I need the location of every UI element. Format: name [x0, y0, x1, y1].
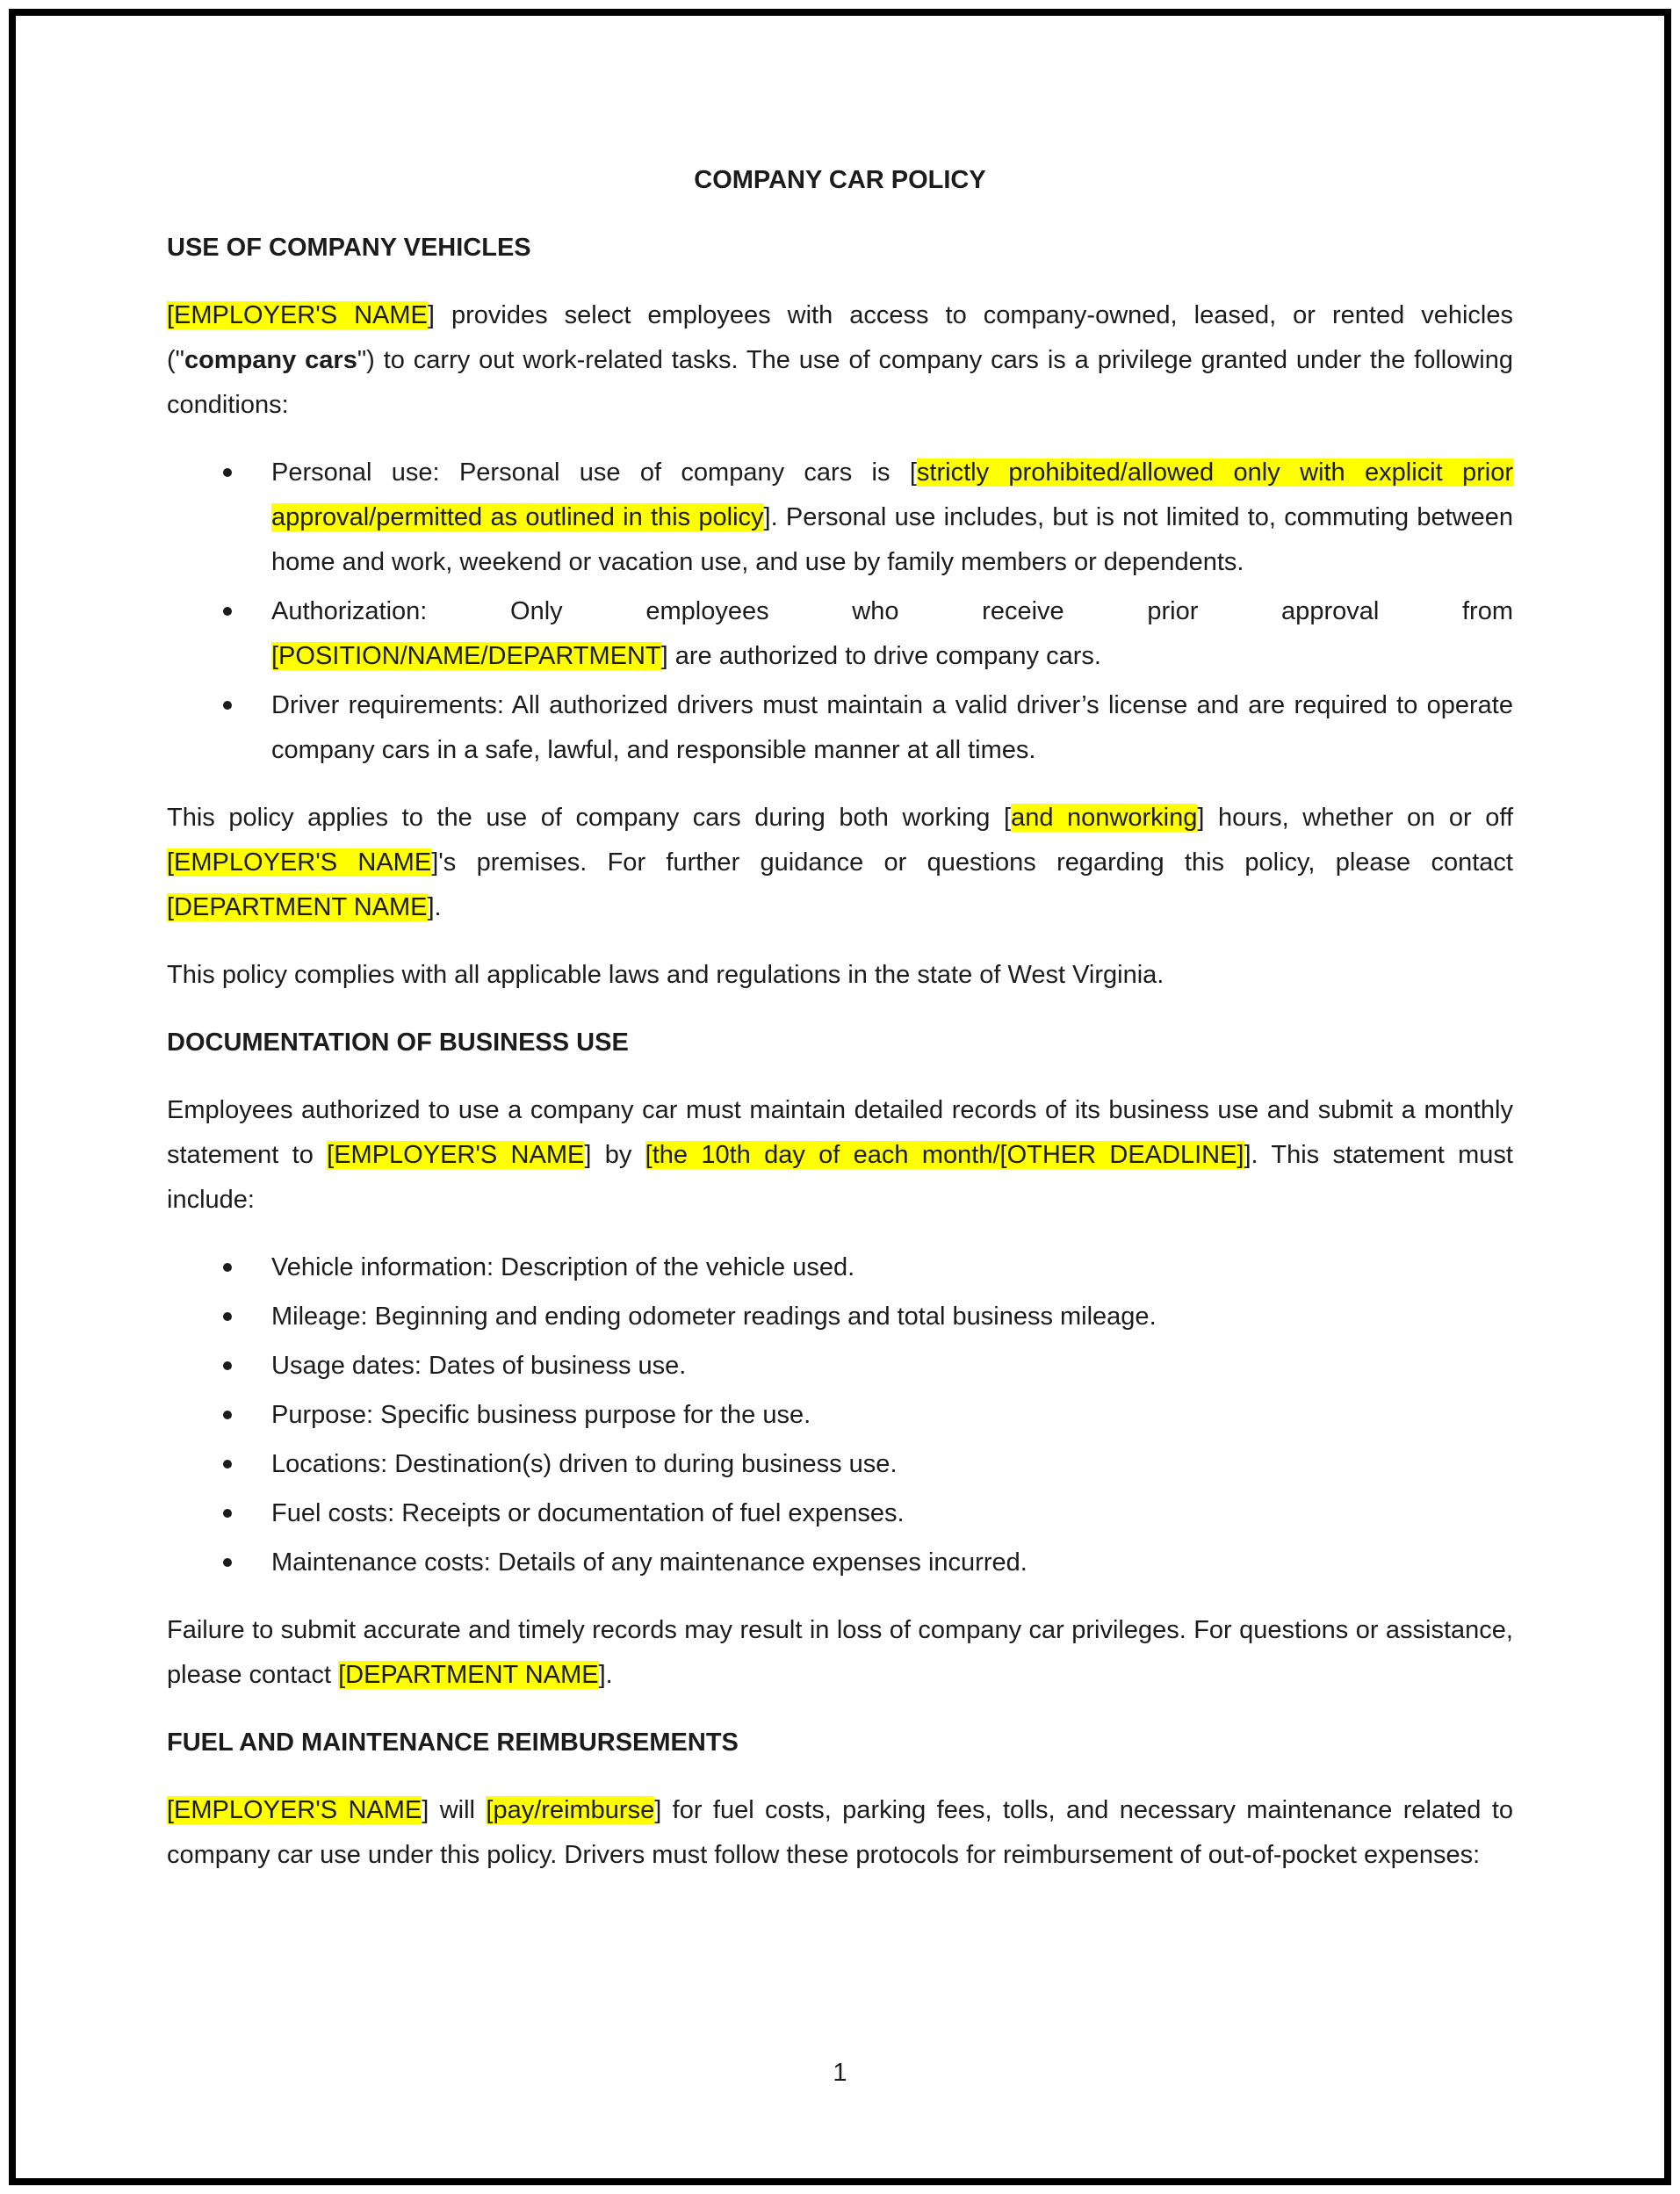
- paragraph: [167, 796, 1513, 930]
- text-run: ] will: [422, 1796, 487, 1824]
- highlighted-placeholder: [EMPLOYER'S NAME: [327, 1141, 585, 1169]
- bullet-item: [167, 1295, 1513, 1339]
- highlighted-placeholder: [EMPLOYER'S NAME: [167, 1796, 422, 1824]
- text-run: company cars: [184, 346, 357, 374]
- bullet-item: [167, 1491, 1513, 1536]
- text-run: Vehicle information: Description of the vehicle used.: [271, 1253, 855, 1281]
- text-run: ]. This statement must include:: [167, 1141, 1513, 1214]
- text-run: Maintenance costs: Details of any maintenance expenses incurred.: [271, 1548, 1027, 1577]
- bullet-item: [167, 589, 1513, 679]
- paragraph: [167, 1608, 1513, 1698]
- text-run: This policy complies with all applicable laws and regulations in the state of West Virginia.: [167, 961, 1164, 989]
- highlighted-placeholder: [POSITION/NAME/DEPARTMENT: [271, 642, 661, 670]
- bullet-item: [167, 451, 1513, 585]
- highlighted-placeholder: [the 10th day of each month/[OTHER DEADLINE]: [645, 1141, 1244, 1169]
- text-run: ] are authorized to drive company cars.: [660, 642, 1101, 670]
- paragraph: [167, 293, 1513, 428]
- text-run: ]'s premises. For further guidance or questions regarding this policy, please contact: [431, 848, 1513, 877]
- text-run: Usage dates: Dates of business use.: [271, 1352, 687, 1380]
- section-heading: [167, 1021, 1513, 1065]
- text-run: Personal use: Personal use of company cars is [: [271, 458, 917, 487]
- paragraph: [167, 1788, 1513, 1878]
- text-run: Purpose: Specific business purpose for the use.: [271, 1401, 811, 1429]
- paragraph: [167, 1088, 1513, 1223]
- text-run: ]. Personal use includes, but is not limited to, commuting between home and work, weekend or vacation use, and use by family members or dependents.: [271, 503, 1513, 576]
- highlighted-placeholder: [EMPLOYER'S NAME: [167, 301, 428, 329]
- text-run: ].: [598, 1661, 613, 1689]
- highlighted-placeholder: strictly prohibited/allowed only with explicit prior approval/permitted as outlined in this policy: [271, 458, 1513, 531]
- text-run: ] by: [584, 1141, 645, 1169]
- bullet-item: [167, 1393, 1513, 1438]
- bullet-item: [167, 1442, 1513, 1487]
- text-run: ") to carry out work-related tasks. The use of company cars is a privilege granted under the following conditions:: [167, 346, 1513, 419]
- text-run: Driver requirements: All authorized drivers must maintain a valid driver’s license and are required to operate company cars in a safe, lawful, and responsible manner at all times.: [271, 691, 1513, 764]
- bullet-line: [271, 634, 1513, 679]
- text-run: ] provides select employees with access to company-owned, leased, or rented vehicles (": [167, 301, 1514, 374]
- bullet-list: [167, 1245, 1513, 1585]
- bullet-item: [167, 1344, 1513, 1389]
- bullet-item: [167, 1245, 1513, 1290]
- text-run: ] hours, whether on or off: [1197, 804, 1514, 832]
- text-run: COMPANY CAR POLICY: [694, 166, 986, 194]
- text-run: Fuel costs: Receipts or documentation of fuel expenses.: [271, 1499, 905, 1527]
- text-run: FUEL AND MAINTENANCE REIMBURSEMENTS: [167, 1728, 739, 1757]
- document-content: [167, 158, 1513, 1901]
- bullet-list: [167, 451, 1513, 773]
- bullet-line: [271, 589, 1513, 634]
- paragraph: [167, 953, 1513, 998]
- highlighted-placeholder: [EMPLOYER'S NAME: [167, 848, 432, 877]
- text-run: DOCUMENTATION OF BUSINESS USE: [167, 1028, 629, 1057]
- text-run: This policy applies to the use of company cars during both working [: [167, 804, 1012, 832]
- bullet-item: [167, 1541, 1513, 1585]
- text-run: Locations: Destination(s) driven to during business use.: [271, 1450, 898, 1478]
- text-run: USE OF COMPANY VEHICLES: [167, 234, 531, 262]
- highlighted-placeholder: [DEPARTMENT NAME: [167, 893, 428, 921]
- text-run: Authorization: Only employees who receive prior approval from: [271, 597, 1513, 625]
- highlighted-placeholder: [DEPARTMENT NAME: [338, 1661, 599, 1689]
- section-heading: [167, 226, 1513, 271]
- document-title: [167, 158, 1513, 203]
- highlighted-placeholder: and nonworking: [1011, 804, 1198, 832]
- page-number: 1: [833, 2059, 847, 2087]
- text-run: Employees authorized to use a company car must maintain detailed records of its business use and submit a monthly statement to: [167, 1096, 1513, 1169]
- text-run: ].: [427, 893, 442, 921]
- highlighted-placeholder: [pay/reimburse: [486, 1796, 655, 1824]
- text-run: ] for fuel costs, parking fees, tolls, and necessary maintenance related to company car use under this policy. Drivers must follow these protocols for reimbursement of out-of-pocket expenses:: [167, 1796, 1513, 1869]
- bullet-item: [167, 683, 1513, 773]
- section-heading: [167, 1721, 1513, 1765]
- text-run: Failure to submit accurate and timely records may result in loss of company car privileges. For questions or assistance, please contact: [167, 1616, 1513, 1689]
- text-run: Mileage: Beginning and ending odometer readings and total business mileage.: [271, 1303, 1157, 1331]
